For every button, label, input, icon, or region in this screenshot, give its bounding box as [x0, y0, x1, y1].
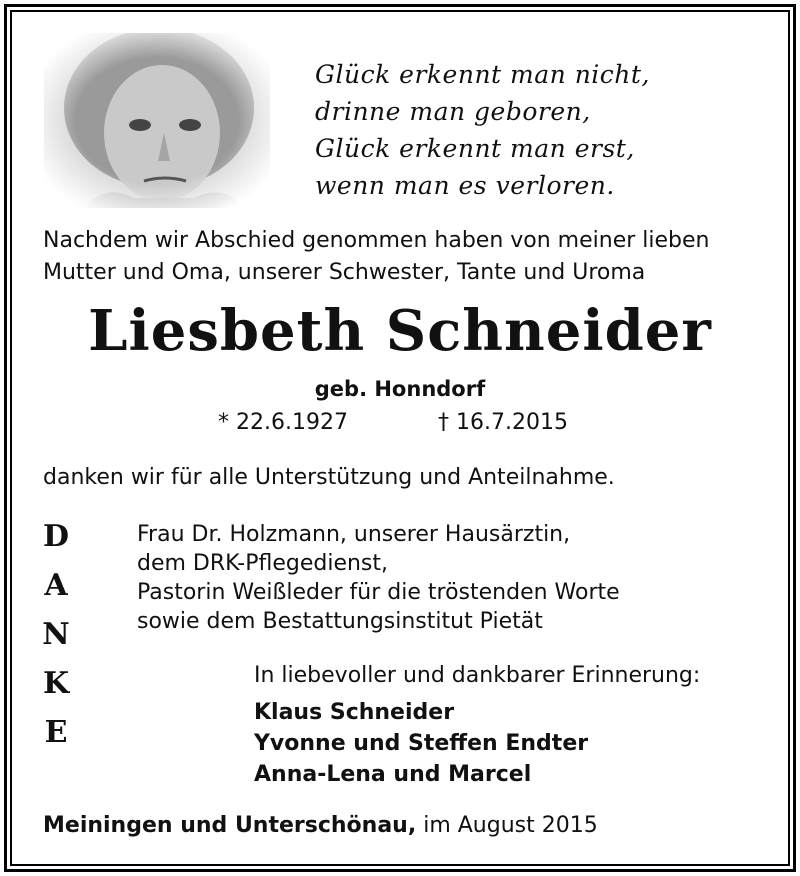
poem-line: drinne man geboren, — [315, 97, 591, 126]
portrait-photo — [44, 33, 270, 208]
danke-letter: K — [42, 666, 70, 701]
footer-date: im August 2015 — [423, 813, 598, 838]
family-member: Yvonne und Steffen Endter — [254, 731, 589, 756]
memory-line: In liebevoller und dankbarer Erinnerung: — [254, 663, 701, 688]
thanks-list — [137, 520, 620, 636]
birth-name: geb. Honndorf — [314, 377, 486, 401]
family-list — [254, 697, 588, 790]
poem-line: wenn man es verloren. — [315, 171, 615, 200]
danke-letter: D — [42, 519, 69, 554]
danke-letter: A — [44, 568, 68, 603]
danke-vertical — [36, 512, 76, 757]
intro-line: Mutter und Oma, unserer Schwester, Tante und Uroma — [43, 260, 646, 285]
poem — [315, 56, 650, 204]
danke-letter: N — [42, 617, 70, 652]
family-member: Klaus Schneider — [254, 700, 455, 725]
poem-line: Glück erkennt man nicht, — [315, 60, 650, 89]
intro-line: Nachdem wir Abschied genommen haben von meiner lieben — [43, 228, 710, 253]
family-member: Anna-Lena und Marcel — [254, 762, 532, 787]
thanks-item: Pastorin Weißleder für die tröstenden Worte — [137, 580, 620, 605]
poem-line: Glück erkennt man erst, — [315, 134, 635, 163]
thanks-item: sowie dem Bestattungsinstitut Pietät — [137, 609, 543, 634]
danke-letter: E — [44, 715, 68, 750]
deceased-name: Liesbeth Schneider — [88, 298, 712, 364]
intro-text — [43, 225, 709, 289]
death-date: † 16.7.2015 — [438, 410, 568, 435]
thanks-item: dem DRK-Pflegedienst, — [137, 551, 389, 576]
footer — [43, 813, 598, 838]
footer-places: Meiningen und Unterschönau, — [43, 813, 417, 838]
thanks-item: Frau Dr. Holzmann, unserer Hausärztin, — [137, 522, 571, 547]
thanks-intro: danken wir für alle Unterstützung und Anteilnahme. — [43, 465, 615, 490]
birth-date: * 22.6.1927 — [218, 410, 348, 435]
